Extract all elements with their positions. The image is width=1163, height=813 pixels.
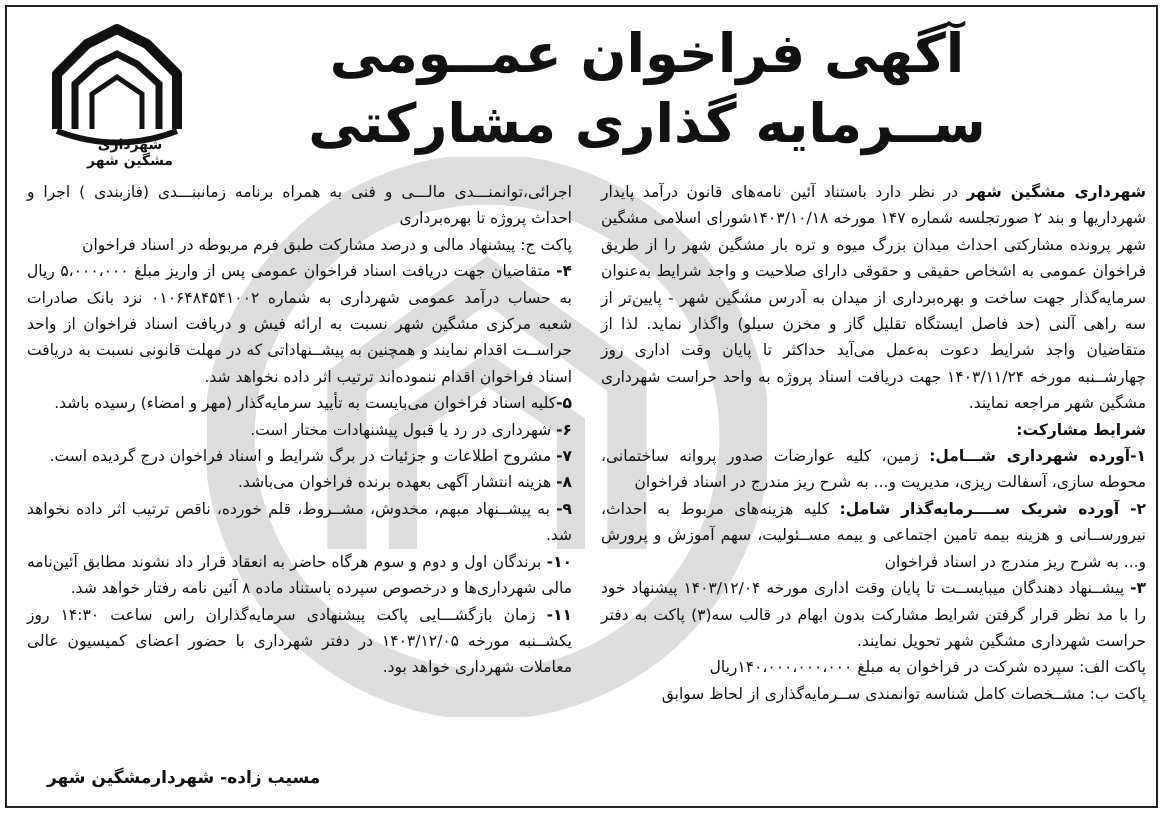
logo-caption [75,137,185,169]
item-3-bold: ۳- [1130,579,1146,598]
item-9 [27,496,572,549]
item-7 [27,443,572,469]
packet-a: پاکت الف: سپرده شرکت در فراخوان به مبلغ ۱۴۰،۰۰۰،۰۰۰،۰۰۰ریال [709,658,1146,677]
item-8 [27,469,572,495]
mayor-signature: مسیب زاده- شهردارمشگین شهر [47,768,321,788]
item-1-bold: ۱-آورده شهرداری شـــامل: [929,447,1146,466]
item-5 [27,390,572,416]
advertisement-frame [5,5,1158,808]
item-7-text: مشروح اطلاعات و جزئیات در برگ شرایط و اسناد فراخوان درج گردیده است. [49,447,557,466]
item-9-text: به پیشــنهاد مبهم، مخدوش، مشــروط، قلم خورده، ناقص ترتیب اثر داده نخواهد شد. [27,499,572,545]
intro-bold: شهرداری مشگین شهر [966,183,1146,201]
item-6-text: شهرداری در رد یا قبول پیشنهادات مختار است. [250,420,557,439]
item-6 [27,417,572,443]
item-10-text: برندگان اول و دوم و سوم هرگاه حاضر به انعقاد قرار داد نشوند مطابق آئین‌نامه مالی شهرداری‌ها و درخصوص سپرده باستناد ماده ۸ آئین نامه رفتار خواهد شد. [27,552,572,598]
item-4 [27,258,572,390]
item-11-text: زمان بازگشـــایی پاکت پیشنهادی سرمایه‌گذاران راس ساعت ۱۴:۳۰ روز یکشــنبه مورخه ۱۴۰۳/۱۲/۰۵ در دفتر شهرداری با حضور اعضای کمیسیون عالی معاملات شهرداری خواهد بود. [27,605,572,677]
item-5-num: ۵- [556,394,572,413]
item-2 [601,496,1146,575]
logo-line1: شهرداری [97,137,163,153]
title-line2: ســرمایه گذاری مشارکتی [308,92,986,155]
item-8-num: ۸- [556,473,572,492]
packet-c: پاکت ج: پیشنهاد مالی و درصد مشارکت طبق فرم مربوطه در اسناد فراخوان [82,235,572,254]
item-4-num: ۴- [556,262,572,281]
page-title [257,19,1037,159]
intro-text: در نظر دارد باستناد آئین نامه‌های قانون درآمد پایدار شهرداریها و بند ۲ صورتجلسه شماره ۱۴۷ مورخه ۱۴۰۳/۱۰/۱۸شورای اسلامی مشگین شهر پرونده مشارکتی احداث میدان بزرگ میوه و تره بار مشگین شهر را از طریق فراخوان عمومی به اشخاص حقیقی و حقوقی دارای صلاحیت و واجد شرایط به‌عنوان سرمایه‌گذار جهت ساخت و بهره‌برداری از میدان به آدرس مشگین شهر - پایین‌تر از سه راهی آلنی (حد فاصل ایستگاه تقلیل گاز و مخزن سیلو) واگذار نماید. لذا از متقاضیان واجد شرایط دعوت به‌عمل می‌آید حداکثر تا پایان وقت اداری روز چهارشــنبه مورخه ۱۴۰۳/۱۱/۲۴ جهت دریافت اسناد پروژه به واحد حراست شهرداری مشگین شهر مراجعه نمایند. [601,183,1146,413]
packet-b-continued: اجرائی،توانمنـــدی مالـــی و فنی به همراه برنامه زمانبنـــدی (فازبندی ) اجرا و احداث پروژه تا بهره‌برداری [27,183,572,228]
left-column [27,179,572,681]
item-10-num: ۱۰- [546,552,572,571]
municipality-logo [37,19,187,169]
item-8-text: هزینه انتشار آگهی بعهده برنده فراخوان می‌باشد. [238,473,557,492]
item-1-text: زمین، کلیه عوارضات صدور پروانه ساختمانی، محوطه سازی، آسفالت ریزی، مدیریت و... به شرح ریز مندرج در اسناد فراخوان [601,447,1146,492]
item-10 [27,549,572,602]
item-6-num: ۶- [556,420,572,439]
item-11-num: ۱۱- [546,605,572,624]
intro-paragraph [601,179,1146,417]
item-2-bold: ۲- آورده شریک ســــرمایه‌گذار شامل: [839,499,1146,518]
item-11 [27,602,572,681]
conditions-heading: شرایط مشارکت: [1016,420,1146,439]
item-4-text: متقاضیان جهت دریافت اسناد فراخوان عمومی پس از واریز مبلغ ۵،۰۰۰،۰۰۰ ریال به حساب درآمد عمومی شهرداری به شماره ۰۱۰۶۴۸۴۵۴۱۰۰۲ نزد بانک صادرات شعبه مرکزی مشگین شهر نسبت به ارائه فیش و دریافت اسناد فراخوان از واحد حراســت اقدام نمایند و همچنین به پیشــنهاداتی که در مهلت قانونی نسبت به دریافت اسناد فراخوان اقدام ننموده‌اند ترتیب اثر داده نخواهد شد. [27,262,572,386]
packet-b: پاکت ب: مشــخصات کامل شناسه توانمندی ســرمایه‌گذاری از لحاظ سوابق [661,684,1146,703]
item-3 [601,575,1146,654]
logo-line2: مشگین شهر [87,153,173,169]
title-line1: آگهی فراخوان عمــومی [329,22,965,85]
item-9-num: ۹- [556,499,572,518]
item-5-text: کلیه اسناد فراخوان می‌بایست به تأیید سرمایه‌گذار (مهر و امضاء) رسیده باشد. [54,394,557,413]
item-3-text: پیشــنهاد دهندگان میبایســت تا پایان وقت اداری مورخه ۱۴۰۳/۱۲/۰۴ پیشنهاد خود را با مد نظر قرار گرفتن شرایط مشارکت بدون ابهام در قالب سه(۳) پاکت به دفتر حراست شهرداری مشگین شهر تحویل نمایند. [601,579,1146,650]
item-2-text: کلیه هزینه‌های مربوط به احداث، نیرورســانی و هزینه بیمه تامین اجتماعی و بیمه مســئولیت، سهم آموزش و پرورش و... به شرح ریز مندرج در اسناد فراخوان [601,499,1146,571]
right-column [601,179,1146,707]
item-1 [601,443,1146,496]
item-7-num: ۷- [556,447,572,466]
